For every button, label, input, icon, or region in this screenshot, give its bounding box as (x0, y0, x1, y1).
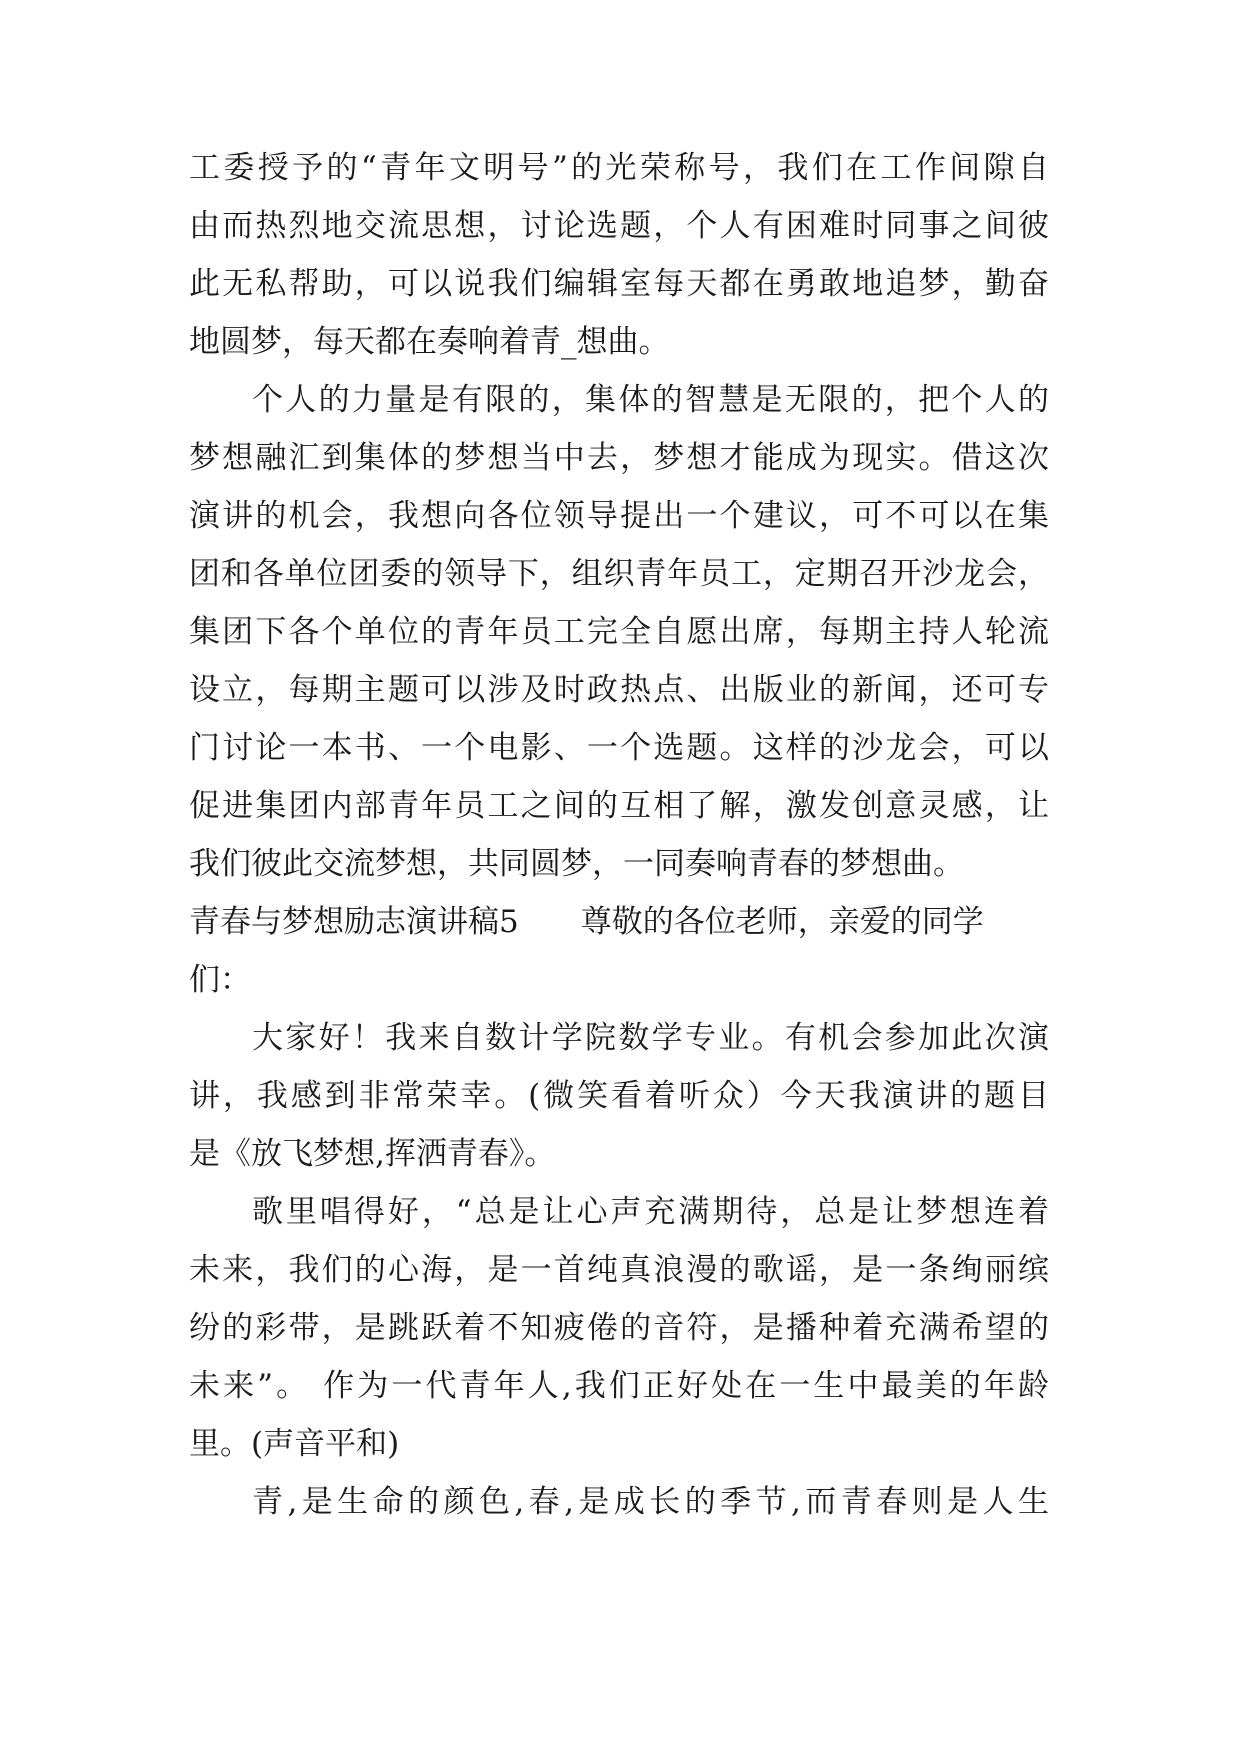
text-line: 团和各单位团委的领导下，组织青年员工，定期召开沙龙会， (189, 556, 1049, 592)
text-line: 里。(声音平和) (189, 1426, 400, 1462)
text-line: 演讲的机会，我想向各位领导提出一个建议，可不可以在集 (189, 498, 1049, 534)
text-line: 们： (189, 962, 251, 998)
text-line: 集团下各个单位的青年员工完全自愿出席，每期主持人轮流 (189, 614, 1049, 650)
salutation: 尊敬的各位老师，亲爱的同学 (580, 904, 984, 940)
heading-line (189, 898, 1049, 946)
text-line: 门讨论一本书、一个电影、一个选题。这样的沙龙会，可以 (189, 730, 1049, 766)
text-line: 未来”。 作为一代青年人,我们正好处在一生中最美的年龄 (189, 1368, 1049, 1404)
text-line: 青,是生命的颜色,春,是成长的季节,而青春则是人生 (252, 1484, 1049, 1520)
text-line: 讲，我感到非常荣幸。(微笑看着听众）今天我演讲的题目 (189, 1078, 1049, 1114)
text-line: 是《放飞梦想,挥洒青春》。 (189, 1136, 556, 1172)
text-line: 大家好！我来自数计学院数学专业。有机会参加此次演 (252, 1020, 1049, 1056)
text-line: 促进集团内部青年员工之间的互相了解，激发创意灵感，让 (189, 788, 1049, 824)
text-line: 梦想融汇到集体的梦想当中去，梦想才能成为现实。借这次 (189, 440, 1049, 476)
text-line: 我们彼此交流梦想，共同圆梦，一同奏响青春的梦想曲。 (189, 846, 964, 882)
text-line: 设立，每期主题可以涉及时政热点、出版业的新闻，还可专 (189, 672, 1049, 708)
text-line: 歌里唱得好，“总是让心声充满期待，总是让梦想连着 (252, 1194, 1049, 1230)
section-heading: 青春与梦想励志演讲稿5 (189, 904, 519, 940)
text-line: 工委授予的“青年文明号”的光荣称号，我们在工作间隙自 (189, 150, 1049, 186)
text-line: 此无私帮助，可以说我们编辑室每天都在勇敢地追梦，勤奋 (189, 266, 1049, 302)
text-line: 由而热烈地交流思想，讨论选题，个人有困难时同事之间彼 (189, 208, 1049, 244)
text-line: 地圆梦，每天都在奏响着青_想曲。 (189, 324, 670, 360)
text-line: 个人的力量是有限的，集体的智慧是无限的，把个人的 (252, 382, 1049, 418)
text-line: 未来，我们的心海，是一首纯真浪漫的歌谣，是一条绚丽缤 (189, 1252, 1049, 1288)
text-line: 纷的彩带，是跳跃着不知疲倦的音符，是播种着充满希望的 (189, 1310, 1049, 1346)
